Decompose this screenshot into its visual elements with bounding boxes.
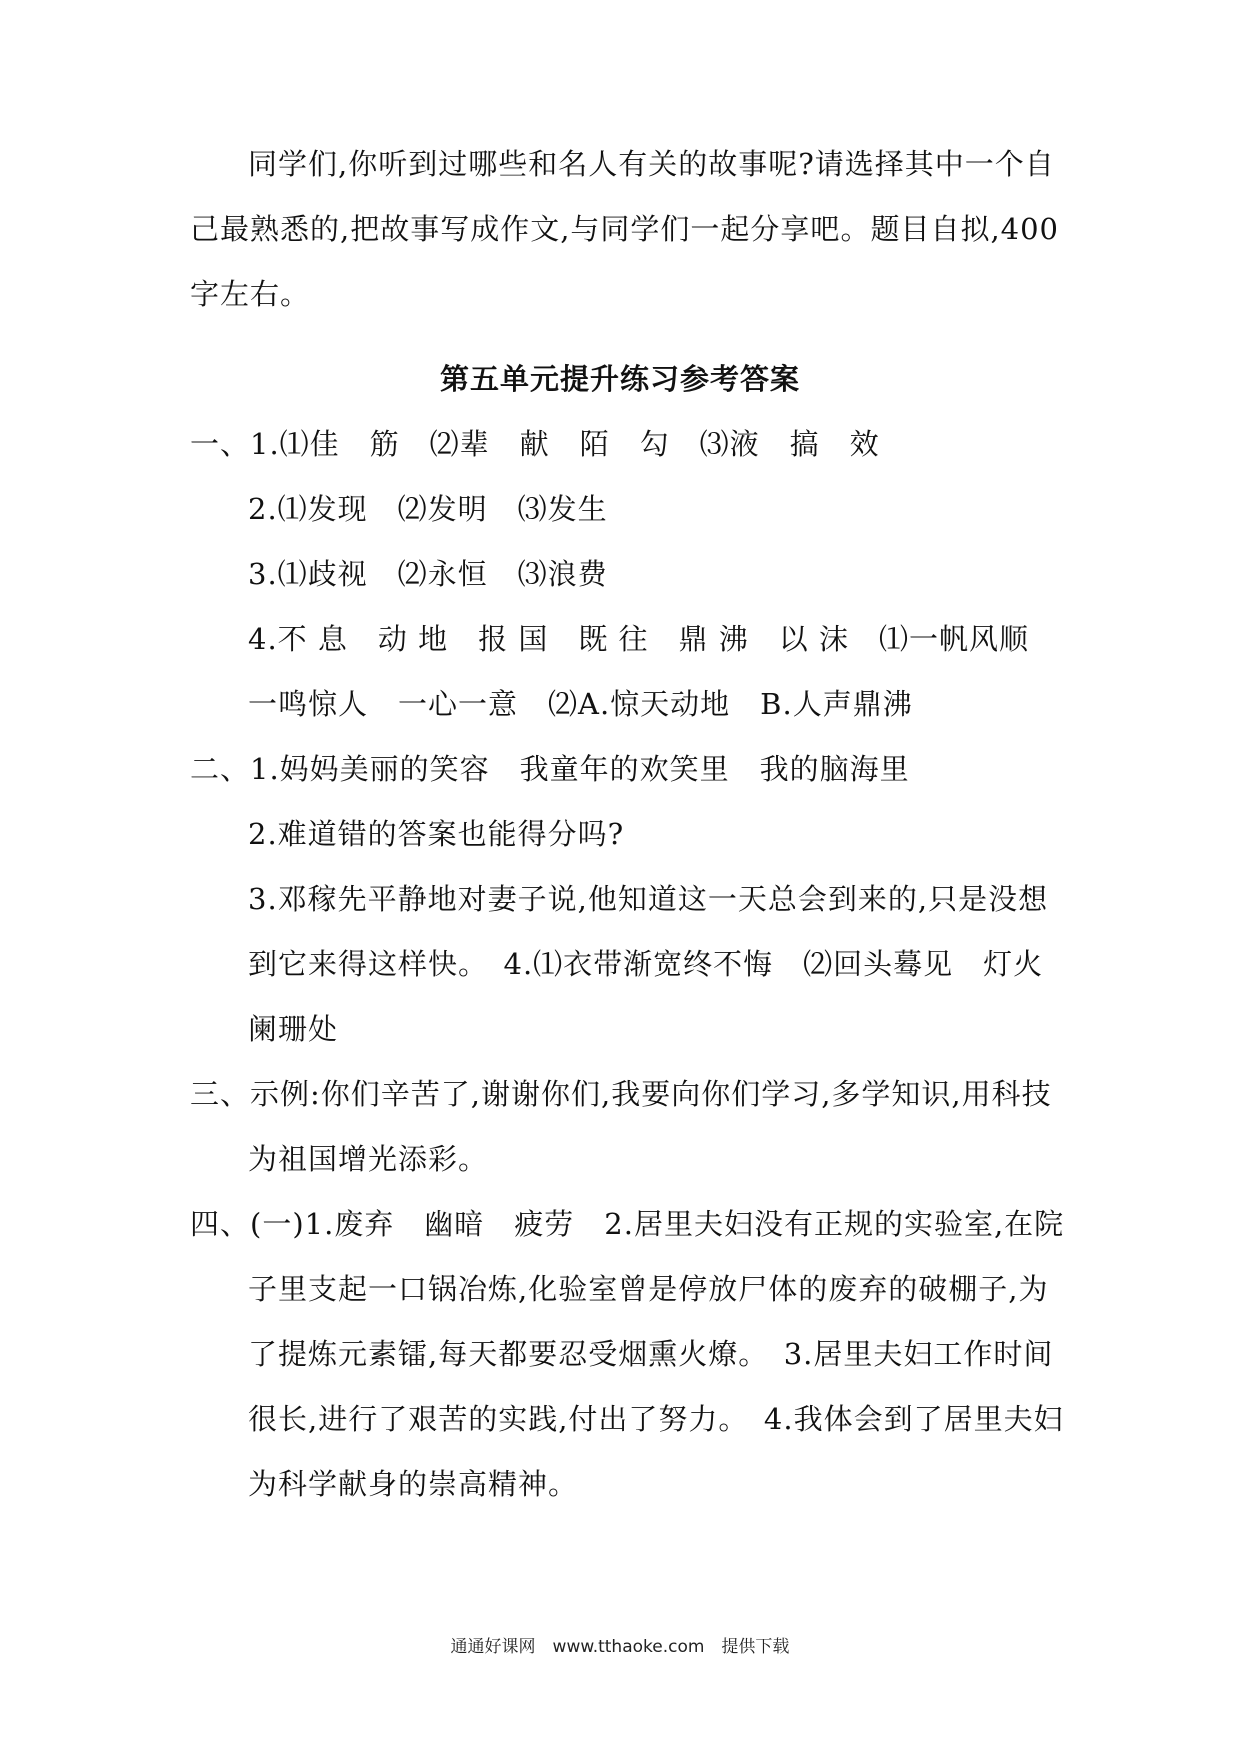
section-4-line-5: 为科学献身的崇高精神。: [248, 1467, 579, 1501]
section-1-q4-line-2: 一鸣惊人 一心一意 ⑵A.惊天动地 B.人声鼎沸: [248, 687, 913, 721]
section-2-q3-line-3: 阑珊处: [248, 1012, 339, 1046]
intro-line-2: 己最熟悉的,把故事写成作文,与同学们一起分享吧。题目自拟,400: [190, 212, 1060, 246]
section-1-q1: 一、1.⑴佳 筋 ⑵辈 献 陌 勾 ⑶液 搞 效: [190, 427, 880, 461]
section-1-q4-line-1: 4.不 息 动 地 报 国 既 往 鼎 沸 以 沫 ⑴一帆风顺: [248, 622, 1029, 656]
section-3-line-2: 为祖国增光添彩。: [248, 1142, 489, 1176]
section-1-q2: 2.⑴发现 ⑵发明 ⑶发生: [248, 492, 608, 526]
section-4-line-2: 子里支起一口锅冶炼,化验室曾是停放尸体的废弃的破棚子,为: [248, 1272, 1049, 1306]
section-2-q3-line-1: 3.邓稼先平静地对妻子说,他知道这一天总会到来的,只是没想: [248, 882, 1049, 916]
section-1-q3: 3.⑴歧视 ⑵永恒 ⑶浪费: [248, 557, 608, 591]
intro-line-3: 字左右。: [190, 277, 311, 311]
section-4-line-3: 了提炼元素镭,每天都要忍受烟熏火燎。 3.居里夫妇工作时间: [248, 1337, 1054, 1371]
footer-credit: 通通好课网 www.tthaoke.com 提供下载: [450, 1637, 790, 1657]
answer-title: 第五单元提升练习参考答案: [439, 362, 800, 396]
section-4-line-1: 四、(一)1.废弃 幽暗 疲劳 2.居里夫妇没有正规的实验室,在院: [190, 1207, 1065, 1241]
section-2-q1: 二、1.妈妈美丽的笑容 我童年的欢笑里 我的脑海里: [190, 752, 910, 786]
section-3-line-1: 三、示例:你们辛苦了,谢谢你们,我要向你们学习,多学知识,用科技: [190, 1077, 1052, 1111]
intro-line-1: 同学们,你听到过哪些和名人有关的故事呢?请选择其中一个自: [248, 147, 1055, 181]
section-4-line-4: 很长,进行了艰苦的实践,付出了努力。 4.我体会到了居里夫妇: [248, 1402, 1064, 1436]
section-2-q3-line-2: 到它来得这样快。 4.⑴衣带渐宽终不悔 ⑵回头蓦见 灯火: [248, 947, 1044, 981]
section-2-q2: 2.难道错的答案也能得分吗?: [248, 817, 625, 851]
